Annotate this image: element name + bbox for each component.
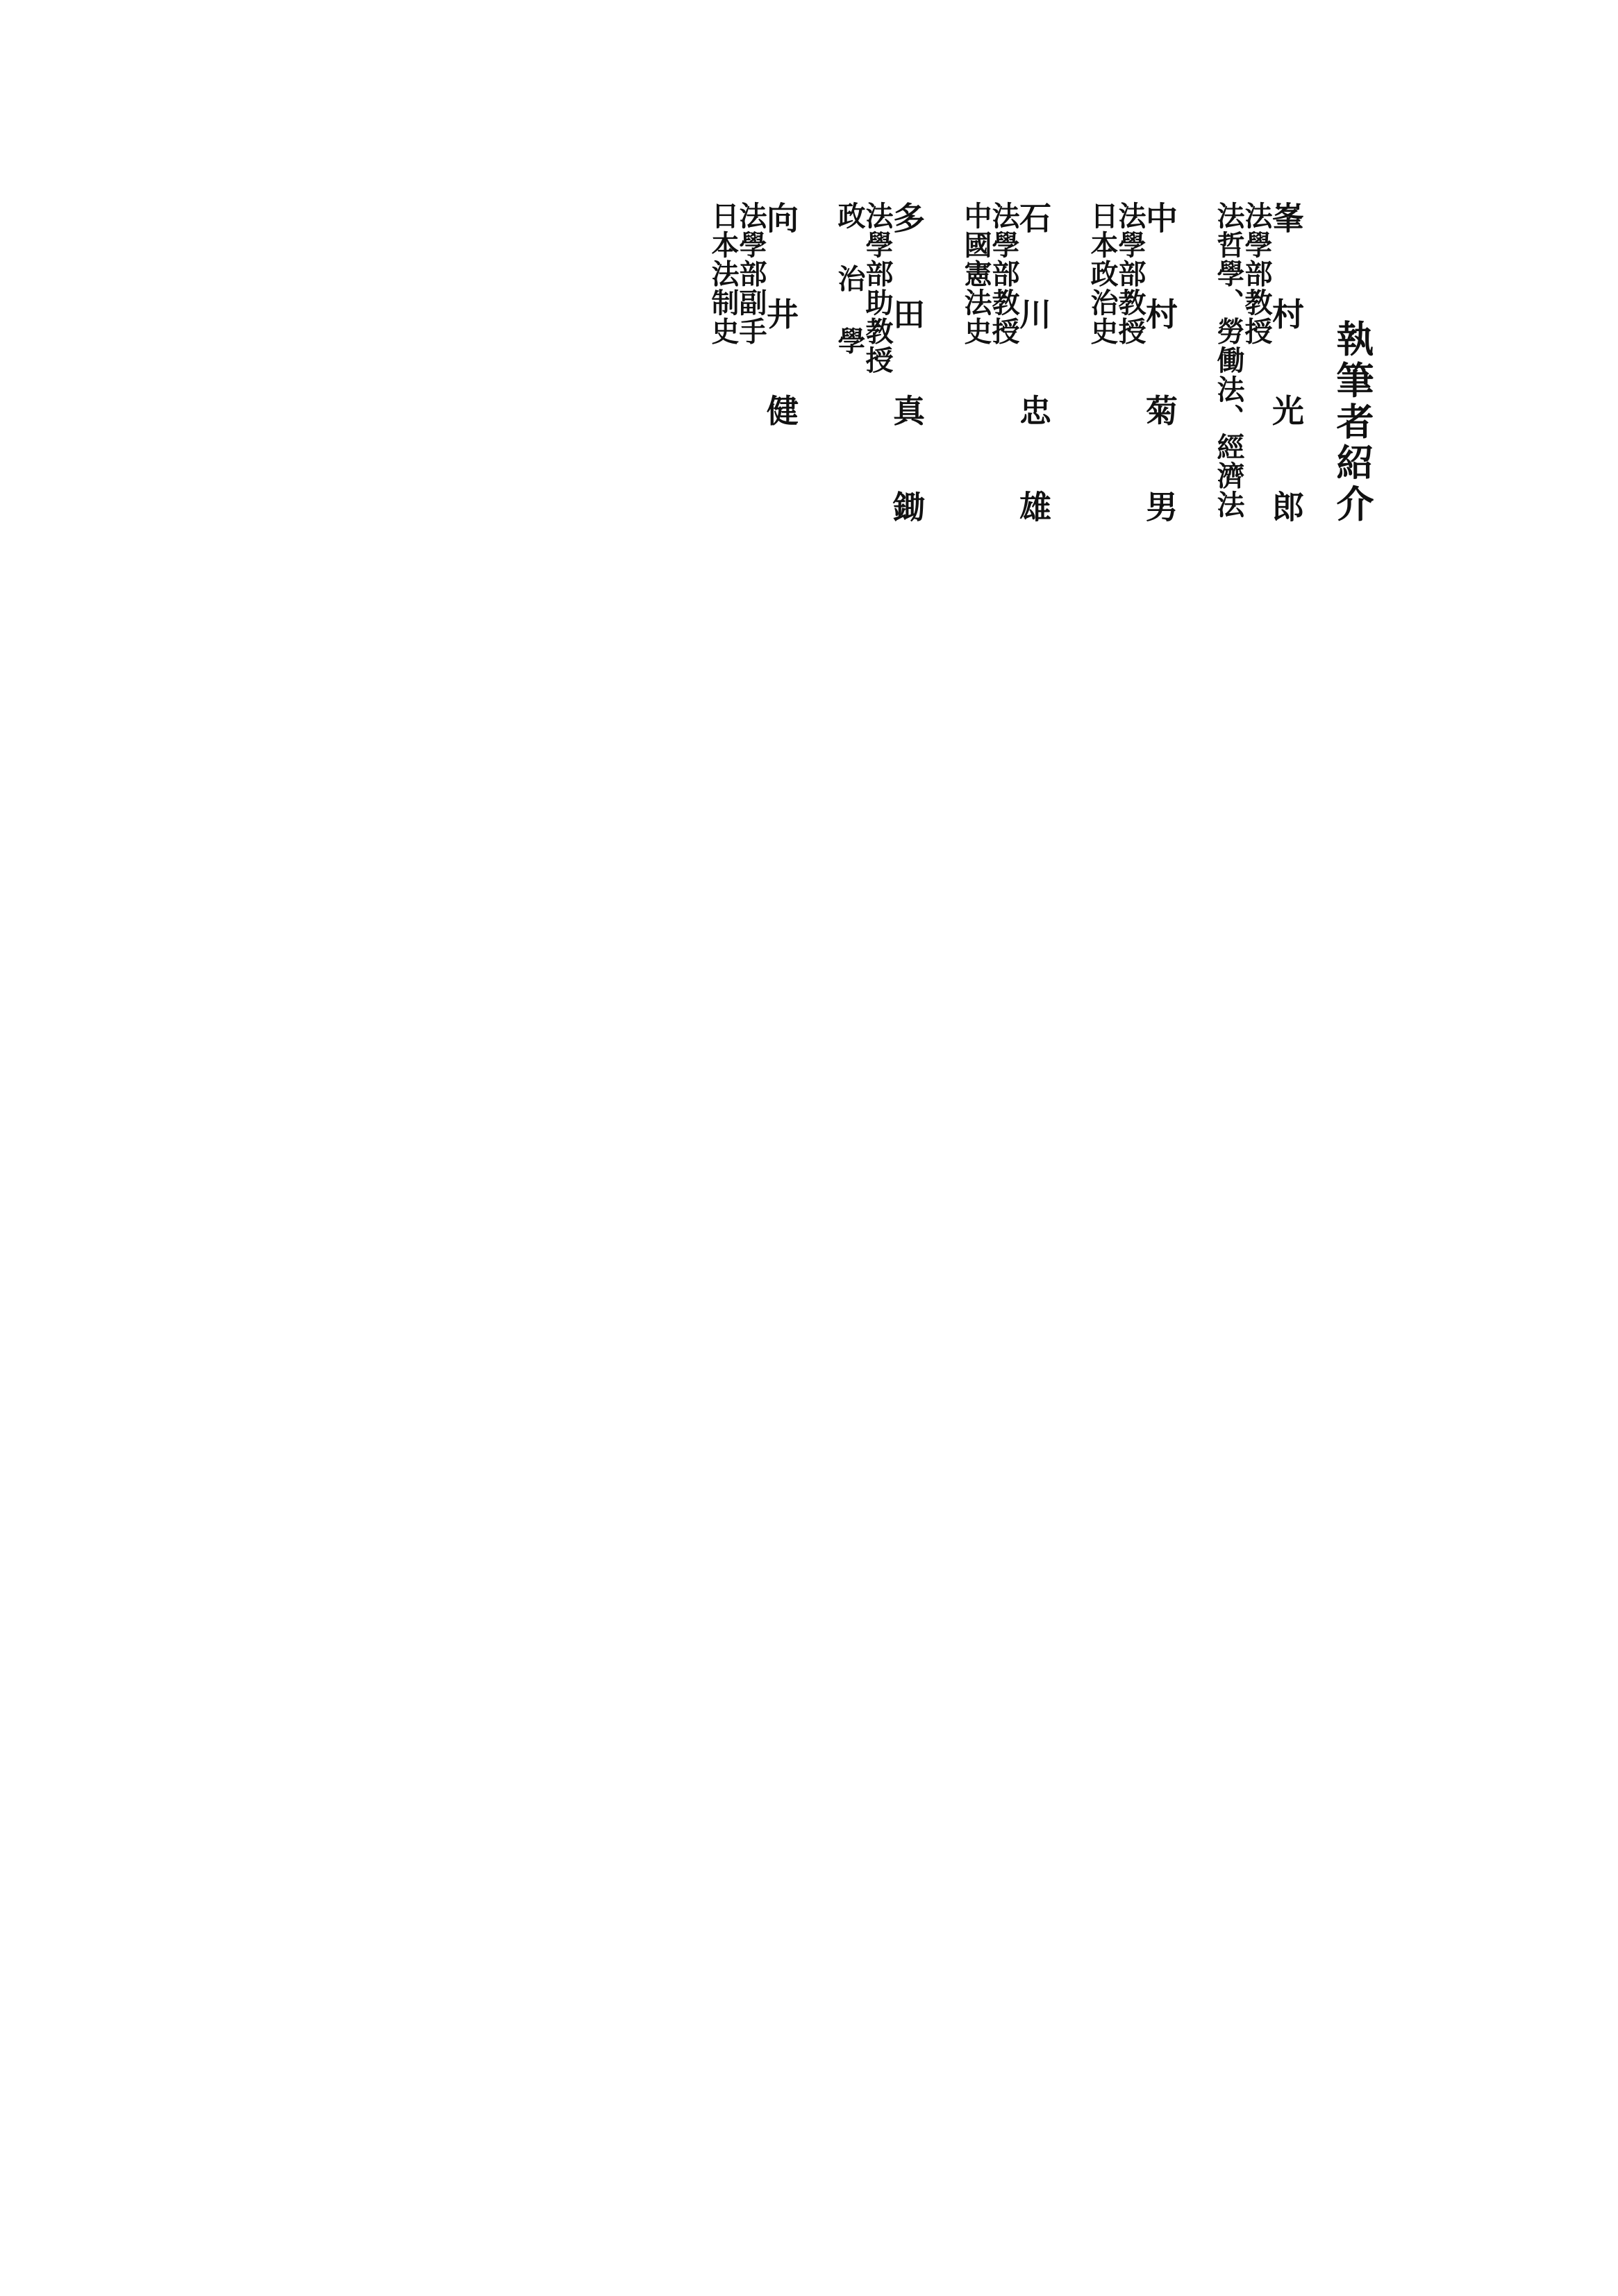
contributor-field: 中國憲法史 (960, 201, 992, 346)
contributor-affiliation: 法學部助教授 (861, 201, 894, 375)
contributor-entry-2 (1088, 201, 1176, 535)
contributor-name: 峯 村 光 郎 (1267, 201, 1305, 536)
contributor-entry-4 (833, 201, 926, 536)
contributor-affiliation: 法學部副手 (735, 201, 767, 346)
contributor-affiliation: 法學部教授 (1240, 201, 1273, 346)
page-title: 執筆者紹介 (1331, 319, 1375, 526)
contributor-entry-5 (709, 201, 797, 439)
contributor-entry-1 (1212, 201, 1305, 536)
vertical-columns (707, 201, 1375, 536)
contributor-field: 日本法制史 (707, 201, 740, 346)
contributor-name: 中 村 菊 男 (1141, 201, 1178, 536)
contributor-entry-3 (960, 201, 1052, 536)
contributor-name: 向 井 健 (762, 201, 799, 439)
contributor-affiliation: 法學部教授 (1114, 201, 1146, 346)
contributor-name: 石 川 忠 雄 (1015, 201, 1052, 536)
contributor-field: 法哲學、勞働法、經濟法 (1212, 201, 1245, 519)
contributor-affiliation: 法學部教授 (987, 201, 1020, 346)
contributor-list-block (707, 201, 1375, 1173)
contributor-field: 政 治 學 (833, 201, 866, 355)
contributor-name: 多 田 真 鋤 (888, 201, 926, 536)
contributor-field: 日本政治史 (1086, 201, 1119, 346)
